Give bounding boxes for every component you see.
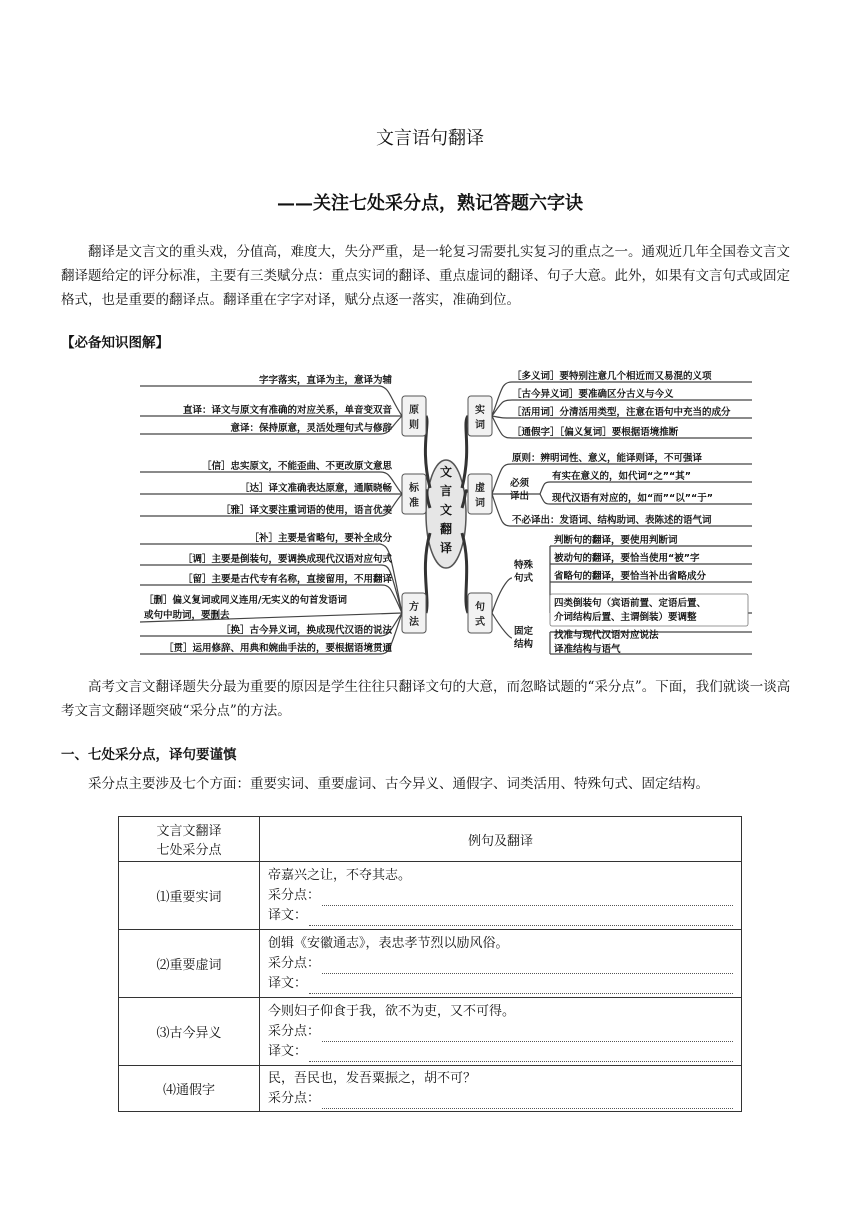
table-header-cell: 例句及翻译 — [260, 817, 742, 862]
mindmap-item: 译出 — [510, 491, 530, 502]
center-char: 文 — [439, 465, 453, 479]
mindmap-item: 四类倒装句（宾语前置、定语后置、 — [554, 598, 707, 609]
row-label: ⑷通假字 — [119, 1066, 260, 1112]
example-sentence: 今则妇子仰食于我，欲不为吏，又不可得。 — [268, 1003, 516, 1019]
answer-blank[interactable] — [322, 1027, 733, 1042]
category-method: 法 — [409, 617, 419, 628]
category-standard: 标 — [409, 483, 419, 494]
scoring-points-paragraph: 采分点主要涉及七个方面：重要实词、重要虚词、古今异义、通假字、词类活用、特殊句式、固定结构。 — [88, 776, 709, 792]
center-char: 译 — [439, 541, 453, 555]
mindmap-center-label — [439, 464, 452, 555]
mindmap-item: 直译：译文与原文有准确的对应关系，单音变双音 — [182, 405, 392, 416]
table-row — [119, 862, 742, 930]
reason-paragraph: 高考文言文翻译题失分最为重要的原因是学生往往只翻译文句的大意，而忽略试题的“采分点”。下面，我们就谈一谈高考文言文翻译题突破“采分点”的方法。 — [61, 679, 791, 719]
mindmap-item: ［古今异义词］要准确区分古义与今义 — [512, 389, 674, 400]
category-function-words: 虚 — [475, 483, 485, 494]
mindmap-item: ［通假字］［偏义复词］要根据语境推断 — [512, 427, 679, 438]
center-char: 文 — [439, 503, 453, 517]
mindmap-item: ［多义词］要特别注意几个相近而又易混的义项 — [512, 371, 712, 382]
category-content-words: 实 — [475, 405, 485, 416]
table-header-row — [119, 817, 742, 862]
row-label: ⑴重要实词 — [119, 862, 260, 930]
category-content-words: 词 — [475, 420, 485, 431]
answer-blank[interactable] — [309, 979, 733, 994]
page-title: 文言语句翻译 — [376, 128, 484, 149]
mindmap-item: 省略句的翻译，要恰当补出省略成分 — [554, 571, 707, 582]
mindmap-item: ［删］偏义复词或同义连用/无实义的句首发语词 — [144, 595, 347, 606]
mindmap-item: 意译：保持原意，灵活处理句式与修辞 — [230, 423, 392, 434]
point-label: 采分点： — [268, 1023, 321, 1039]
answer-blank[interactable] — [309, 911, 733, 926]
row-label: ⑵重要虚词 — [119, 930, 260, 998]
mindmap-item: ［调］主要是倒装句，要调换成现代汉语对应句式 — [182, 554, 392, 565]
mindmap-item: 介词结构后置、主谓倒装）要调整 — [554, 612, 697, 623]
mindmap-item: 字字落实，直译为主，意译为辅 — [258, 375, 392, 386]
mindmap-item: ［达］译文准确表达原意，通顺晓畅 — [239, 483, 392, 494]
mindmap-item: ［贯］运用修辞、用典和婉曲手法的，要根据语境贯通 — [163, 643, 392, 654]
table-row — [119, 1066, 742, 1112]
answer-blank[interactable] — [322, 891, 733, 906]
example-sentence: 创辑《安徽通志》，表忠孝节烈以励风俗。 — [268, 935, 509, 951]
mindmap-item: 被动句的翻译，要恰当使用“被”字 — [554, 553, 700, 564]
table-header-cell: 文言文翻译 七处采分点 — [119, 817, 260, 862]
table-row — [119, 930, 742, 998]
point-label: 采分点： — [268, 887, 321, 903]
section-heading: 一、七处采分点，译句要谨慎 — [61, 747, 237, 763]
mindmap-sublabel: 固定 — [514, 626, 534, 637]
mindmap-item: ［活用词］分清活用类型，注意在语句中充当的成分 — [512, 407, 731, 418]
mindmap-item: 原则：辨明词性、意义，能译则译，不可强译 — [512, 453, 703, 464]
category-standard: 准 — [409, 498, 419, 509]
mindmap-item: ［留］主要是古代专有名称，直接留用，不用翻译 — [182, 574, 392, 585]
table-row — [119, 998, 742, 1066]
category-sentence-patterns: 式 — [475, 617, 485, 628]
mindmap-sublabel: 特殊 — [514, 560, 534, 571]
category-method: 方 — [409, 602, 419, 613]
mindmap-sublabel: 句式 — [514, 573, 534, 584]
example-sentence: 帝嘉兴之让，不夺其志。 — [268, 867, 412, 883]
center-char: 言 — [439, 484, 453, 498]
answer-blank[interactable] — [309, 1047, 733, 1062]
example-sentence: 民，吾民也，发吾粟振之，胡不可？ — [268, 1070, 477, 1086]
mindmap-item: 不必译出：发语词、结构助词、表陈述的语气词 — [512, 515, 712, 526]
translation-label: 译文： — [268, 907, 308, 923]
mindmap-sublabel: 结构 — [514, 639, 534, 650]
answer-blank[interactable] — [322, 959, 733, 974]
center-char: 翻 — [439, 522, 453, 536]
answer-blank[interactable] — [322, 1094, 733, 1109]
mindmap-item: 有实在意义的，如代词“之”“其” — [552, 471, 691, 482]
translation-mind-map — [140, 368, 752, 660]
mindmap-item: 或句中助词，要删去 — [144, 610, 230, 621]
mindmap-item: ［补］主要是省略句，要补全成分 — [249, 533, 392, 544]
scoring-points-table — [118, 816, 742, 1112]
point-label: 采分点： — [268, 955, 321, 971]
page-subtitle: ——关注七处采分点，熟记答题六字诀 — [277, 193, 583, 214]
mindmap-item: ［雅］译文要注重词语的使用，语言优美 — [220, 505, 392, 516]
point-label: 采分点： — [268, 1090, 321, 1106]
mindmap-item: 必须 — [510, 478, 530, 489]
category-principle: 则 — [409, 420, 419, 431]
mindmap-item: ［信］忠实原文，不能歪曲、不更改原文意思 — [201, 461, 392, 472]
translation-label: 译文： — [268, 1043, 308, 1059]
mindmap-item: 判断句的翻译，要使用判断词 — [554, 535, 678, 546]
mindmap-item: ［换］古今异义词，换成现代汉语的说法 — [220, 625, 392, 636]
intro-paragraph: 翻译是文言文的重头戏，分值高，难度大，失分严重，是一轮复习需要扎实复习的重点之一。通观近几年全国卷文言文翻译题给定的评分标准，主要有三类赋分点：重点实词的翻译、重点虚词的翻译、句子大意。此外，如果有文言句式或固定格式，也是重要的翻译点。翻译重在字字对译，赋分点逐一落实，准确到位。 — [61, 244, 790, 308]
knowledge-heading: 【必备知识图解】 — [61, 335, 169, 351]
row-label: ⑶古今异义 — [119, 998, 260, 1066]
translation-label: 译文： — [268, 975, 308, 991]
category-principle: 原 — [409, 405, 419, 416]
category-function-words: 词 — [475, 498, 485, 509]
mindmap-item: 译准结构与语气 — [554, 644, 621, 655]
mindmap-item: 现代汉语有对应的，如“而”“以”“于” — [552, 493, 713, 504]
category-sentence-patterns: 句 — [475, 602, 485, 613]
mindmap-item: 找准与现代汉语对应说法 — [554, 630, 659, 641]
